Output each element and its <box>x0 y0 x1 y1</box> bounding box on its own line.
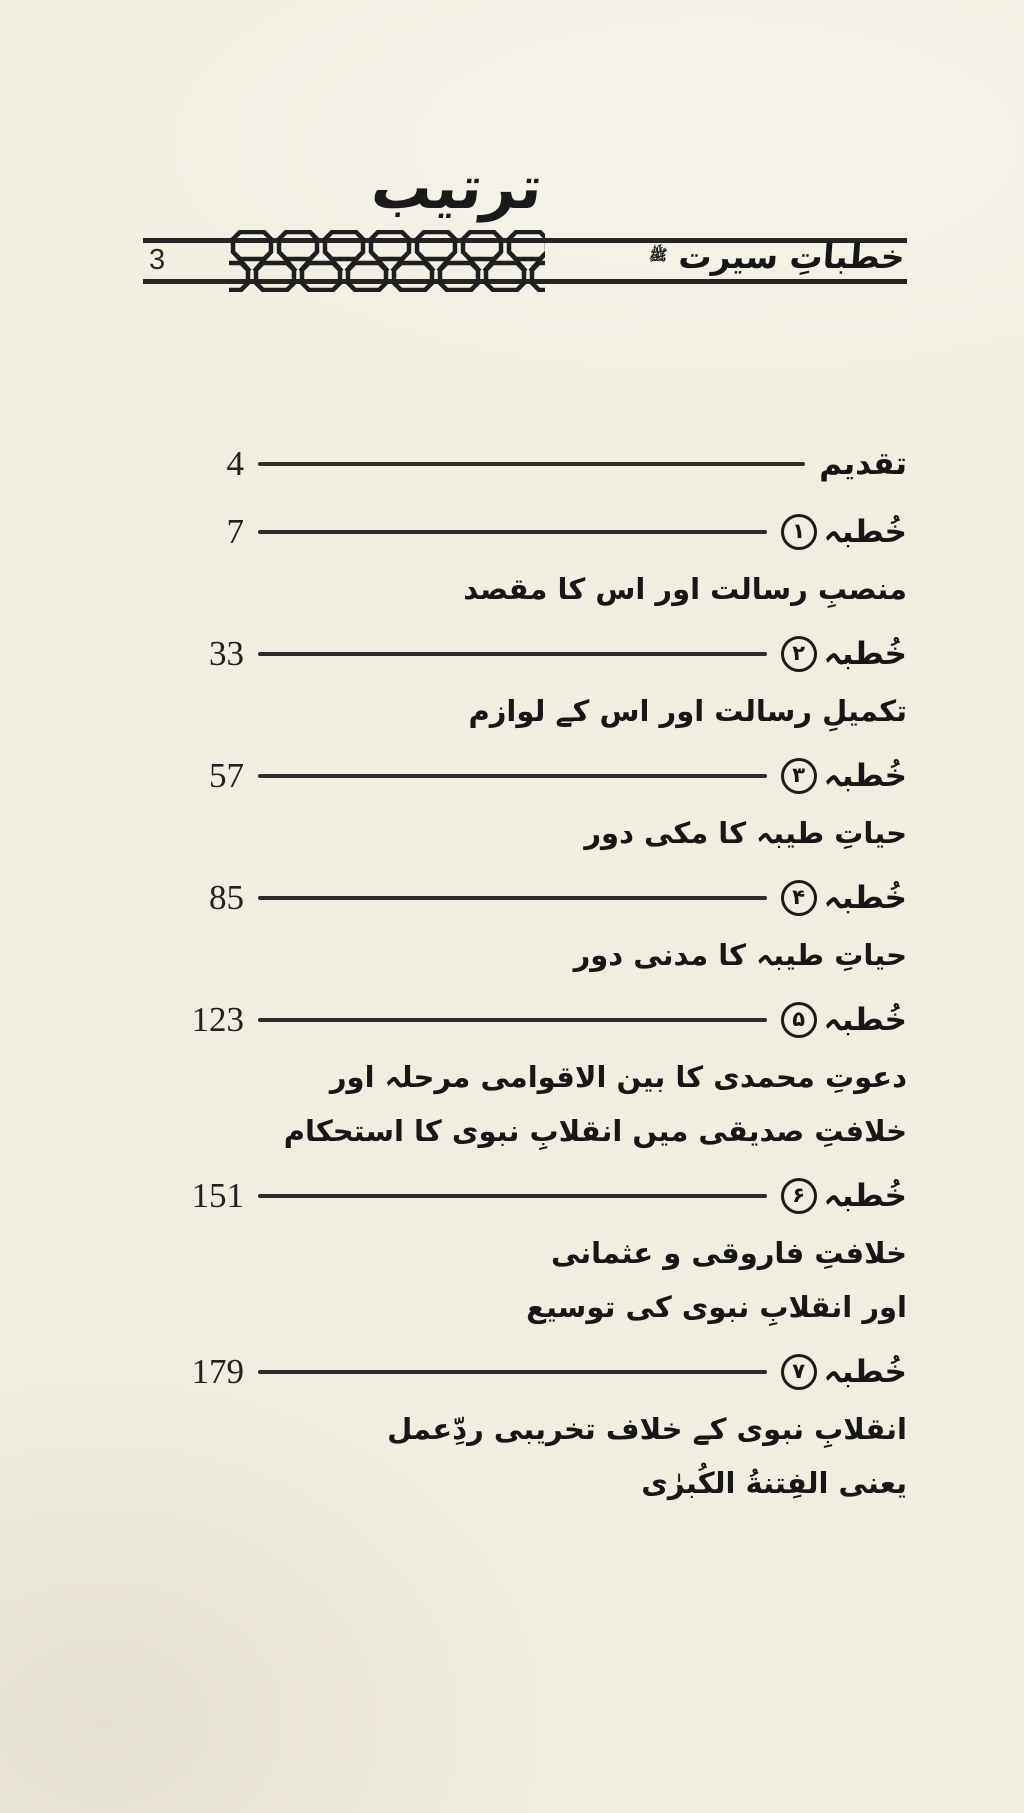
entry-subtitle: حیاتِ طیبہ کا مکی دور <box>584 816 907 850</box>
toc-entry <box>180 1348 907 1504</box>
ornament-chain-band <box>229 230 545 292</box>
entry-page-number: 4 <box>226 444 244 483</box>
toc-title: ترتیب <box>368 153 546 223</box>
entry-subtitle: خلافتِ فاروقی و عثمانی <box>550 1236 907 1270</box>
entry-label <box>781 1002 907 1038</box>
toc-entry <box>180 440 907 488</box>
entry-word: خُطبہ <box>823 1002 907 1038</box>
entry-label <box>781 1354 907 1390</box>
toc-row <box>180 1348 907 1396</box>
entry-subtitle: تکمیلِ رسالت اور اس کے لوازم <box>468 694 907 728</box>
page-number: 3 <box>149 244 166 276</box>
entry-number: ۱ <box>792 519 806 543</box>
entry-label <box>781 514 907 550</box>
entry-word: خُطبہ <box>823 1354 907 1390</box>
entry-number: ۷ <box>792 1359 806 1383</box>
toc-entry <box>180 630 907 732</box>
toc-row <box>180 874 907 922</box>
leader-line <box>258 896 767 900</box>
entry-subtitle: دعوتِ محمدی کا بین الاقوامی مرحلہ اور <box>329 1060 907 1094</box>
salutation-mark: ﷺ <box>648 246 669 264</box>
entry-label <box>819 446 907 482</box>
entry-number-circle <box>781 758 817 794</box>
toc-entry <box>180 508 907 610</box>
entry-number-circle <box>781 1178 817 1214</box>
leader-line <box>258 530 767 534</box>
toc-row <box>180 630 907 678</box>
entry-label <box>781 758 907 794</box>
leader-line <box>258 462 805 466</box>
leader-line <box>258 774 767 778</box>
leader-line <box>258 1194 767 1198</box>
entry-subtitle: اور انقلابِ نبوی کی توسیع <box>526 1290 907 1324</box>
entry-label <box>781 1178 907 1214</box>
entry-number: ۵ <box>792 1007 806 1031</box>
toc-entry <box>180 752 907 854</box>
toc-row <box>180 1172 907 1220</box>
entry-number-circle <box>781 1002 817 1038</box>
entry-number: ۴ <box>792 885 806 909</box>
entry-number: ۳ <box>792 763 806 787</box>
page-header <box>143 238 907 284</box>
book-title-text: خطباتِ سیرت <box>677 237 907 276</box>
entry-page-number: 57 <box>209 756 244 795</box>
entry-subtitle: منصبِ رسالت اور اس کا مقصد <box>463 572 907 606</box>
entry-subtitle: خلافتِ صدیقی میں انقلابِ نبوی کا استحکام <box>283 1114 907 1148</box>
entry-label <box>781 880 907 916</box>
leader-line <box>258 1370 767 1374</box>
entry-subtitle: انقلابِ نبوی کے خلاف تخریبی ردِّعمل <box>387 1412 907 1446</box>
entry-number: ۶ <box>792 1183 806 1207</box>
entry-page-number: 179 <box>191 1352 244 1391</box>
entry-subtitle: حیاتِ طیبہ کا مدنی دور <box>573 938 907 972</box>
toc-entry <box>180 996 907 1152</box>
toc-row <box>180 996 907 1044</box>
toc-entry <box>180 1172 907 1328</box>
entry-word: تقدیم <box>819 446 907 482</box>
entry-number-circle <box>781 636 817 672</box>
entry-page-number: 7 <box>226 512 244 551</box>
entry-number-circle <box>781 514 817 550</box>
entry-subtitle: یعنی الفِتنةُ الکُبرٰی <box>641 1466 907 1500</box>
toc-row <box>180 440 907 488</box>
toc-list <box>180 420 907 1504</box>
entry-page-number: 85 <box>209 878 244 917</box>
entry-word: خُطبہ <box>823 1178 907 1214</box>
leader-line <box>258 652 767 656</box>
toc-row <box>180 508 907 556</box>
entry-word: خُطبہ <box>823 880 907 916</box>
entry-page-number: 123 <box>191 1000 244 1039</box>
entry-word: خُطبہ <box>823 758 907 794</box>
entry-word: خُطبہ <box>823 636 907 672</box>
entry-number-circle <box>781 1354 817 1390</box>
toc-row <box>180 752 907 800</box>
leader-line <box>258 1018 767 1022</box>
book-title <box>648 237 906 276</box>
entry-page-number: 151 <box>191 1176 244 1215</box>
entry-word: خُطبہ <box>823 514 907 550</box>
entry-page-number: 33 <box>209 634 244 673</box>
entry-label <box>781 636 907 672</box>
entry-number: ۲ <box>792 641 806 665</box>
entry-number-circle <box>781 880 817 916</box>
toc-entry <box>180 874 907 976</box>
